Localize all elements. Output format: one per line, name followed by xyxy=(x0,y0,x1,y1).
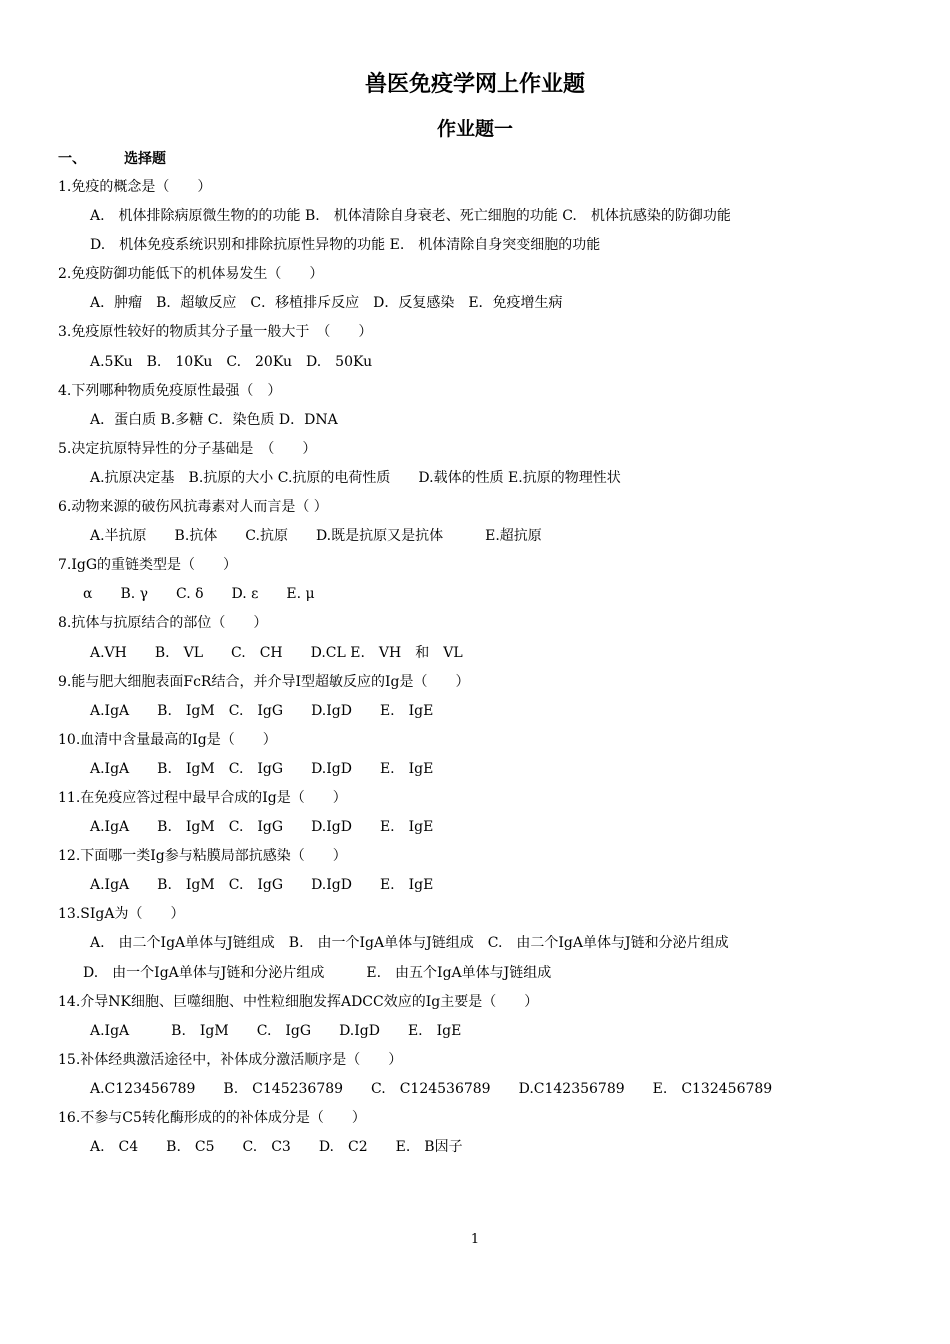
question-4: 4.下列哪种物质免疫原性最强（ ） xyxy=(58,382,282,399)
question-15-options: A.C123456789 B. C145236789 C. C124536789 D.C142356789 E. C132456789 xyxy=(90,1080,773,1097)
question-2: 2.免疫防御功能低下的机体易发生（ ） xyxy=(58,266,324,283)
question-9: 9.能与肥大细胞表面FcR结合，并介导I型超敏反应的Ig是（ ） xyxy=(58,673,470,690)
document-subtitle: 作业题一 xyxy=(436,118,513,140)
question-1-options-line-2: D. 机体免疫系统识别和排除抗原性异物的功能 E. 机体清除自身突变细胞的功能 xyxy=(90,237,601,254)
question-4-options: A．蛋白质 B.多糖 C．染色质 D．DNA xyxy=(90,411,338,428)
question-13-options-line-1: A. 由二个IgA单体与J链组成 B. 由一个IgA单体与J链组成 C. 由二个IgA单体与J链和分泌片组成 xyxy=(90,935,729,952)
page-number: 1 xyxy=(470,1232,480,1247)
question-14-options: A.IgA B. IgM C. IgG D.IgD E. IgE xyxy=(90,1022,462,1039)
question-5: 5.决定抗原特异性的分子基础是 （ ） xyxy=(58,440,317,457)
section-number: 一、 xyxy=(58,151,86,167)
question-16: 16.不参与C5转化酶形成的的补体成分是（ ） xyxy=(58,1110,366,1126)
question-7: 7.IgG的重链类型是（ ） xyxy=(58,557,238,574)
question-14: 14.介导NK细胞、巨噬细胞、中性粒细胞发挥ADCC效应的Ig主要是（ ） xyxy=(58,993,539,1010)
question-13: 13.SIgA为（ ） xyxy=(58,906,185,923)
question-15: 15.补体经典激活途径中，补体成分激活顺序是（ ） xyxy=(58,1051,403,1068)
question-16-options: A. C4 B. C5 C. C3 D. C2 E. B因子 xyxy=(90,1139,463,1156)
section-label: 选择题 xyxy=(124,151,166,167)
question-6: 6.动物来源的破伤风抗毒素对人而言是（ ） xyxy=(58,499,328,516)
question-6-options: A.半抗原 B.抗体 C.抗原 D.既是抗原又是抗体 E.超抗原 xyxy=(90,528,542,545)
question-12: 12.下面哪一类Ig参与粘膜局部抗感染（ ） xyxy=(58,848,347,865)
question-3: 3.免疫原性较好的物质其分子量一般大于 （ ） xyxy=(58,324,373,341)
question-list xyxy=(0,173,950,1162)
question-11: 11.在免疫应答过程中最早合成的Ig是（ ） xyxy=(58,789,347,806)
question-13-options-line-2: D. 由一个IgA单体与J链和分泌片组成 E. 由五个IgA单体与J链组成 xyxy=(83,964,552,981)
question-2-options: A．肿瘤 B．超敏反应 C．移植排斥反应 D．反复感染 E．免疫增生病 xyxy=(90,295,563,312)
question-12-options: A.IgA B. IgM C. IgG D.IgD E. IgE xyxy=(90,877,434,894)
question-1-options-line-1: A. 机体排除病原微生物的的功能 B. 机体清除自身衰老、死亡细胞的功能 C. 机体抗感染的防御功能 xyxy=(90,208,731,225)
question-11-options: A.IgA B. IgM C. IgG D.IgD E. IgE xyxy=(90,819,434,836)
question-9-options: A.IgA B. IgM C. IgG D.IgD E. IgE xyxy=(90,702,434,719)
question-7-options: α B. γ C. δ D. ε E. μ xyxy=(83,586,315,603)
question-8-options: A.VH B. VL C. CH D.CL E. VH 和 VL xyxy=(90,644,463,661)
question-10: 10.血清中含量最高的Ig是（ ） xyxy=(58,731,277,748)
question-3-options: A.5Ku B. 10Ku C. 20Ku D. 50Ku xyxy=(90,353,373,370)
section-heading xyxy=(58,146,166,172)
question-8: 8.抗体与抗原结合的部位（ ） xyxy=(58,615,268,632)
question-5-options: A.抗原决定基 B.抗原的大小 C.抗原的电荷性质 D.载体的性质 E.抗原的物理性状 xyxy=(90,469,621,486)
question-10-options: A.IgA B. IgM C. IgG D.IgD E. IgE xyxy=(90,760,434,777)
document-title: 兽医免疫学网上作业题 xyxy=(364,72,585,97)
question-1: 1.免疫的概念是（ ） xyxy=(58,179,212,195)
